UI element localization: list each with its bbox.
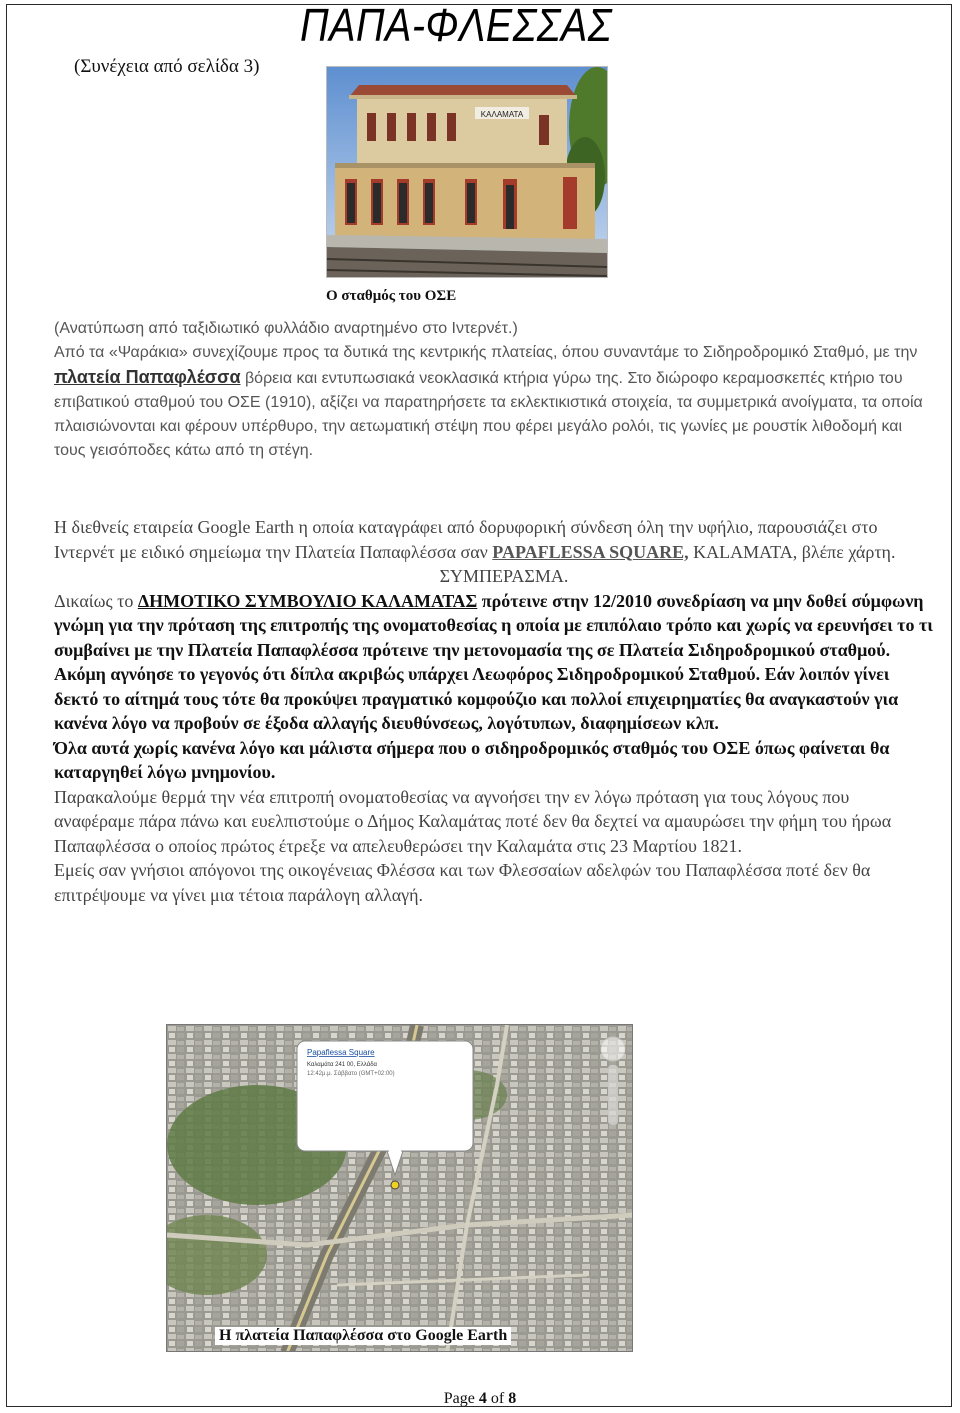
page-label: Page	[443, 1390, 475, 1407]
page-total: 8	[508, 1390, 517, 1407]
appeal-paragraph: Παρακαλούμε θερμά την νέα επιτροπή ονοματοθεσίας να αγνοήσει την εν λόγω πρόταση για τους λόγους που αναφέραμε πάρα πάνω και ευελπιστούμε ο Δήμος Καλαμάτας ποτέ δεν θα δεχτεί να αμαυρώσει την φήμη του ήρωα Παπαφλέσσα ο οποίος πρώτος έτρεξε να απελευθερώσει την Καλαμάτα στις 23 Μαρτίου 1821.	[54, 786, 892, 856]
closure-paragraph: Όλα αυτά χωρίς κανένα λόγο και μάλιστα σήμερα που ο σιδηροδρομικός σταθμός του ΟΣΕ όπως φαίνεται θα καταργηθεί λόγω μνημονίου.	[54, 737, 890, 782]
of-label: of	[490, 1390, 505, 1407]
google-earth-paragraph	[24, 515, 934, 564]
descendants-paragraph: Εμείς σαν γνήσιοι απόγονοι της οικογένειας Φλέσσα και των Φλεσσαίων αδελφών του Παπαφλέσσα ποτέ δεν θα επιτρέψουμε να γίνει μια τέτοια παράλογη αλλαγή.	[54, 860, 871, 905]
continued-from-note: (Συνέχεια από σελίδα 3)	[74, 56, 260, 77]
station-description-text-a: Από τα «Ψαράκια» συνεχίζουμε προς τα δυτικά της κεντρικής πλατείας, όπου συναντάμε το Σιδηροδρομικό Σταθμό, με την	[54, 344, 918, 361]
papaflessa-square-link[interactable]: πλατεία Παπαφλέσσα	[54, 367, 241, 387]
balloon-title: Papaflessa Square	[307, 1048, 375, 1057]
google-earth-text-b: KALAMATA, βλέπε χάρτη.	[688, 541, 896, 562]
google-earth-text-a: Η διεθνείς εταιρεία Google Earth η οποία καταγράφει από δορυφορική σύνδεση όλη την υφήλιο, παρουσιάζει στο Ιντερνέτ με ειδικό σημείωμα την Πλατεία Παπαφλέσσα σαν	[54, 517, 878, 562]
photo-caption: Ο σταθμός του ΟΣΕ	[326, 288, 457, 304]
council-text-b: πρότεινε στην 12/2010 συνεδρίαση να μην δοθεί σύμφωνη γνώμη για την πρόταση της επιτροπής της ονοματοθεσίας η οποία με επιπόλαιο τρόπο και χωρίς να ερευνήσει το τι συμβαίνει με την Πλατεία Παπαφλέσσα πρότεινε την μετονομασία της σε Πλατεία Σιδηροδρομικού σταθμού. Ακόμη αγνόησε το γεγονός ότι δίπλα ακριβώς υπάρχει Λεωφόρος Σιδηροδρομικού Σταθμού. Εάν λοιπόν γίνει δεκτό το αίτημά τους τότε θα προκύψει πραγματικό κομφούζιο και πολλοί επιχειρηματίες θα αναγκαστούν για κανένα λόγο να προβούν σε έξοδα αλλαγής διευθύνσεως, λογότυπων, διαφημίσεων κλπ.	[54, 590, 933, 733]
conclusion-heading: ΣΥΜΠΕΡΑΣΜΑ.	[439, 566, 569, 586]
council-paragraph	[24, 589, 934, 736]
papaflessa-square-en-link[interactable]: PAPAFLESSA SQUARE,	[492, 541, 689, 562]
balloon-time: 12:42μ.μ. Σάββατο (GMT+02:00)	[307, 1071, 395, 1077]
page-number: 4	[478, 1390, 487, 1407]
station-description	[24, 341, 934, 463]
station-photo	[326, 66, 608, 278]
source-note: (Ανατύπωση από ταξιδιωτικό φυλλάδιο αναρτημένο στο Ιντερνέτ.)	[54, 320, 518, 337]
station-description-text-b: βόρεια και εντυπωσιακά νεοκλασικά κτήρια γύρω της. Στο διώροφο κεραμοσκεπές κτήριο του επιβατικού σταθμού του ΟΣΕ (1910), αξίζει να παρατηρήσετε τα εκλεκτικιστικά στοιχεία, τα συμμετρικά ανοίγματα, τα οποία πλαισιώνονται και φέρουν υπέρθυρο, την αετωματική στέψη που φέρει μεγάλο ρολόι, τις γωνίες με ρουστίκ λιθοδομή και τους γεισόποδες κάτω από τη στέγη.	[54, 370, 923, 459]
council-text-a: Δικαίως το	[54, 590, 138, 611]
map-caption: Η πλατεία Παπαφλέσσα στο Google Earth	[215, 1327, 511, 1345]
google-earth-map	[166, 1024, 633, 1352]
page-title: ΠΑΠΑ-ΦΛΕΣΣΑΣ	[300, 0, 612, 51]
balloon-address: Καλαμάτα 241 00, Ελλάδα	[307, 1062, 377, 1068]
municipal-council-name: ΔΗΜΟΤΙΚΟ ΣΥΜΒΟΥΛΙΟ ΚΑΛΑΜΑΤΑΣ	[137, 590, 478, 611]
intro-block	[24, 317, 934, 463]
page-footer	[0, 1390, 960, 1408]
body-block	[24, 515, 934, 907]
station-sign-text: ΚΑΛΑΜΑΤΑ	[480, 110, 524, 119]
